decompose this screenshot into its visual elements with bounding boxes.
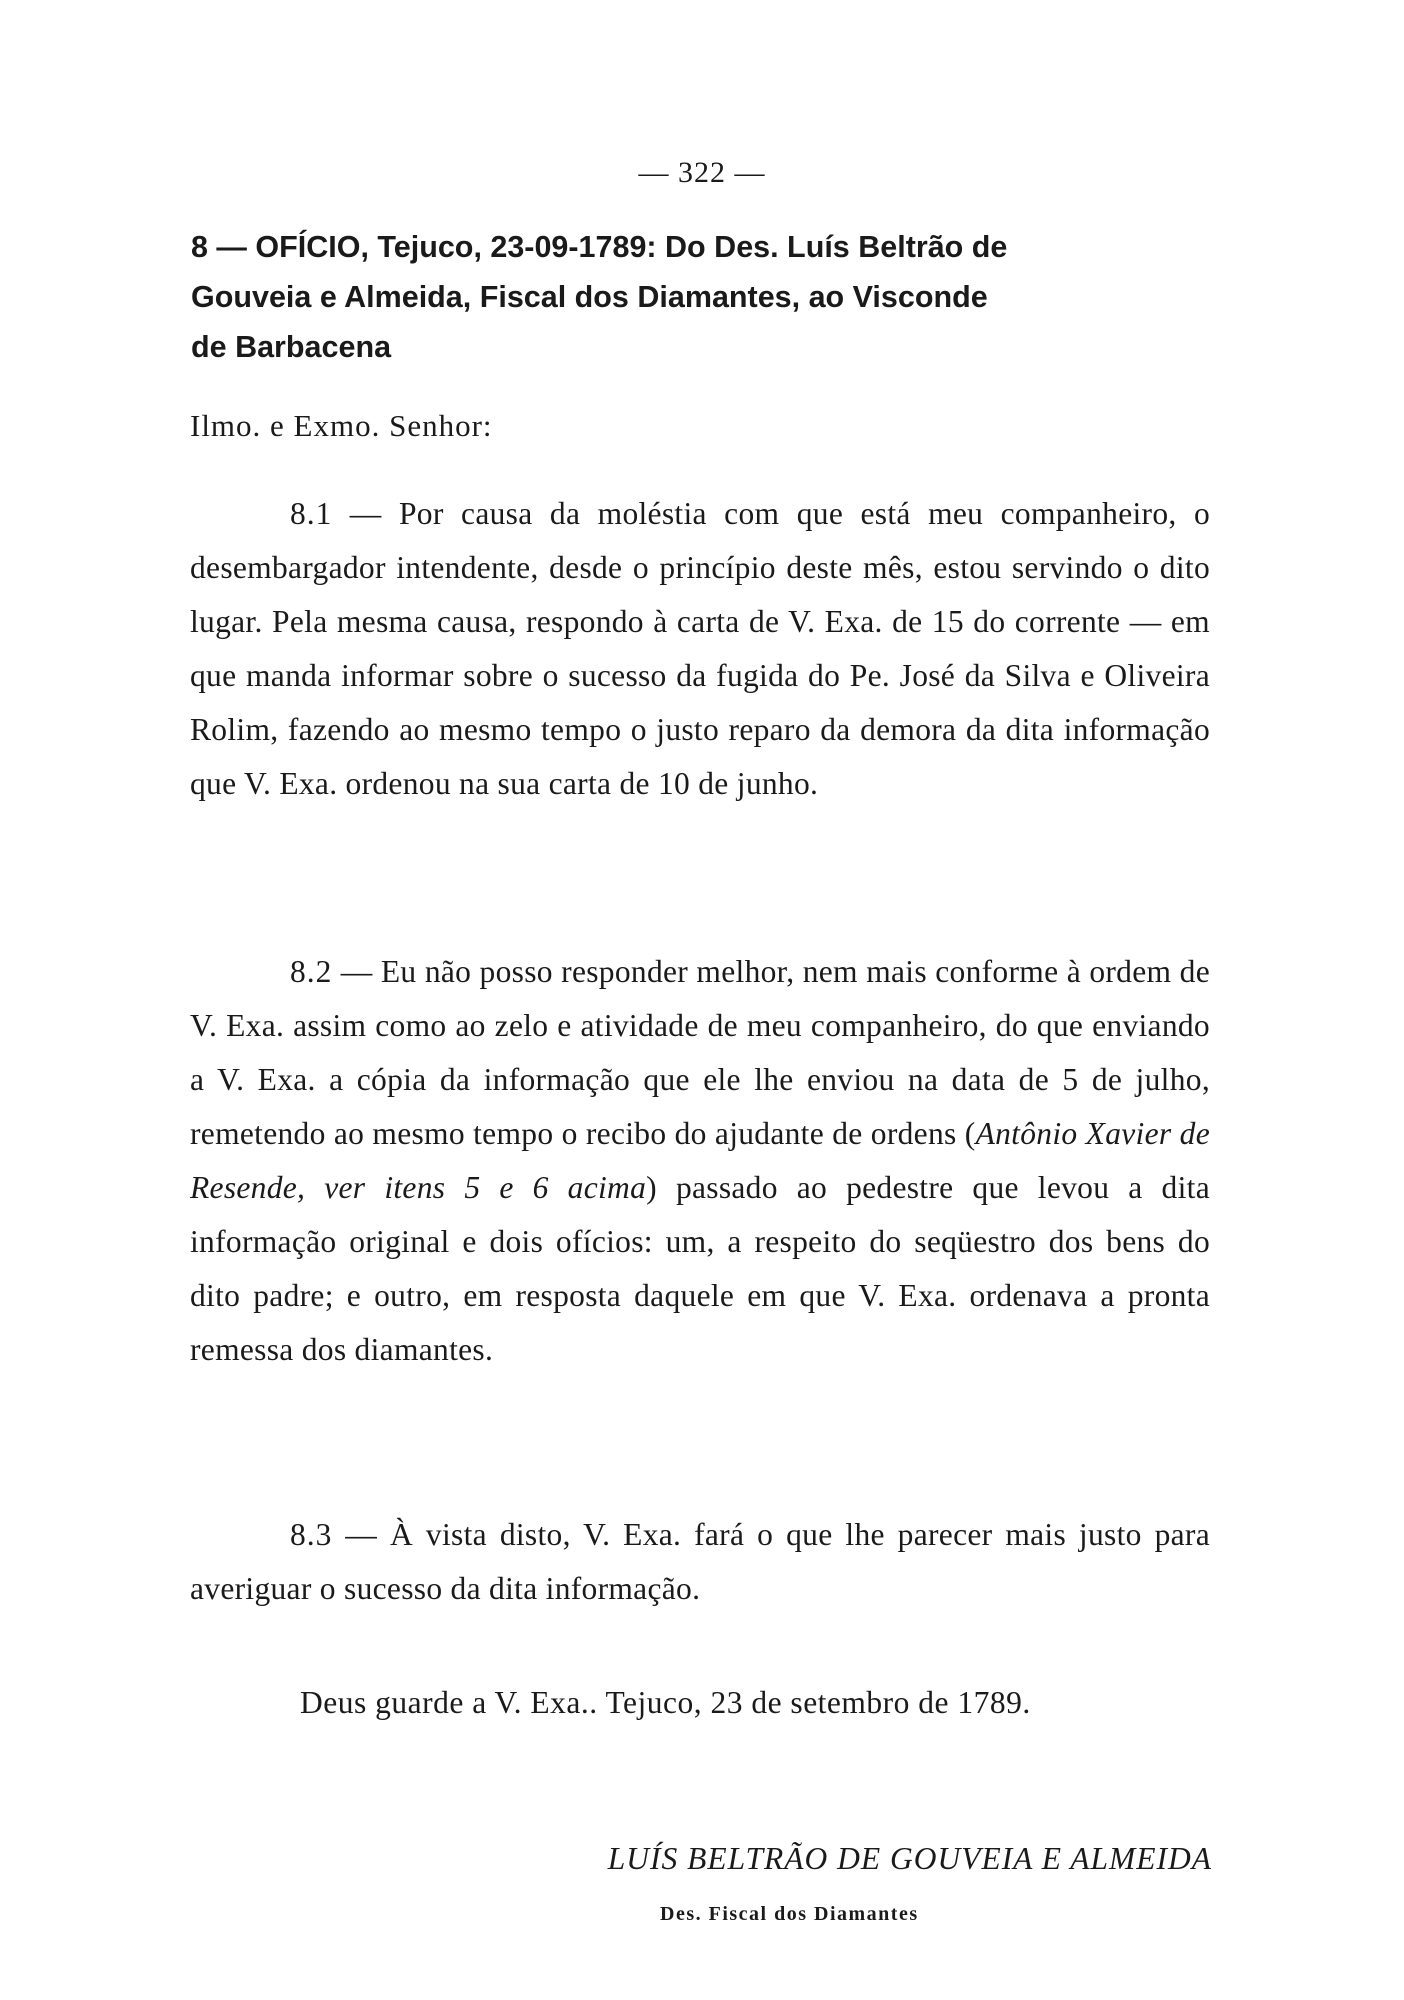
paragraph-text: — Por causa da moléstia com que está meu companheiro, o desembargador intendente, desde o princípio deste mês, estou servindo o dito lugar. Pela mesma causa, respondo à carta de V. Exa. de 15 do corrente — em que manda informar sobre o sucesso da fugida do Pe. José da Silva e Oliveira Rolim, fazendo ao mesmo tempo o justo reparo da demora da dita informação que V. Exa. ordenou na sua carta de 10 de junho. xyxy=(190,496,1210,801)
document-heading xyxy=(191,222,1211,372)
paragraph-8-1 xyxy=(190,487,1210,811)
paragraph-text: — À vista disto, V. Exa. fará o que lhe parecer mais justo para averiguar o sucesso da dita informação. xyxy=(190,1517,1210,1606)
salutation: Ilmo. e Exmo. Senhor: xyxy=(190,408,493,443)
italic-reference: Antônio Xavier de Resende, ver itens 5 e 6 acima xyxy=(190,1116,1210,1205)
paragraph-text-continued: ) passado ao pedestre que levou a dita informação original e dois ofícios: um, a respeito do seqüestro dos bens do dito padre; e outro, em resposta daquele em que V. Exa. ordenava a pronta remessa dos diamantes. xyxy=(190,1170,1210,1367)
paragraph-number: 8.2 xyxy=(290,954,333,989)
page-number: — 322 — xyxy=(638,156,766,189)
signature-title: Des. Fiscal dos Diamantes xyxy=(660,1903,919,1925)
paragraph-8-2 xyxy=(190,945,1210,1377)
closing-line: Deus guarde a V. Exa.. Tejuco, 23 de setembro de 1789. xyxy=(300,1685,1031,1720)
heading-line-3: de Barbacena xyxy=(191,330,392,364)
paragraph-text: — Eu não posso responder melhor, nem mais conforme à ordem de V. Exa. assim como ao zelo e atividade de meu companheiro, do que enviando a V. Exa. a cópia da informação que ele lhe enviou na data de 5 de julho, remetendo ao mesmo tempo o recibo do ajudante de ordens ( xyxy=(190,954,1210,1151)
heading-line-2: Gouveia e Almeida, Fiscal dos Diamantes, ao Visconde xyxy=(191,280,988,314)
heading-line-1: 8 — OFÍCIO, Tejuco, 23-09-1789: Do Des. Luís Beltrão de xyxy=(191,230,1008,264)
signature-name: LUÍS BELTRÃO DE GOUVEIA E ALMEIDA xyxy=(607,1841,1212,1876)
paragraph-number: 8.1 xyxy=(290,496,333,531)
paragraph-8-3 xyxy=(190,1508,1210,1616)
paragraph-number: 8.3 xyxy=(290,1517,333,1552)
